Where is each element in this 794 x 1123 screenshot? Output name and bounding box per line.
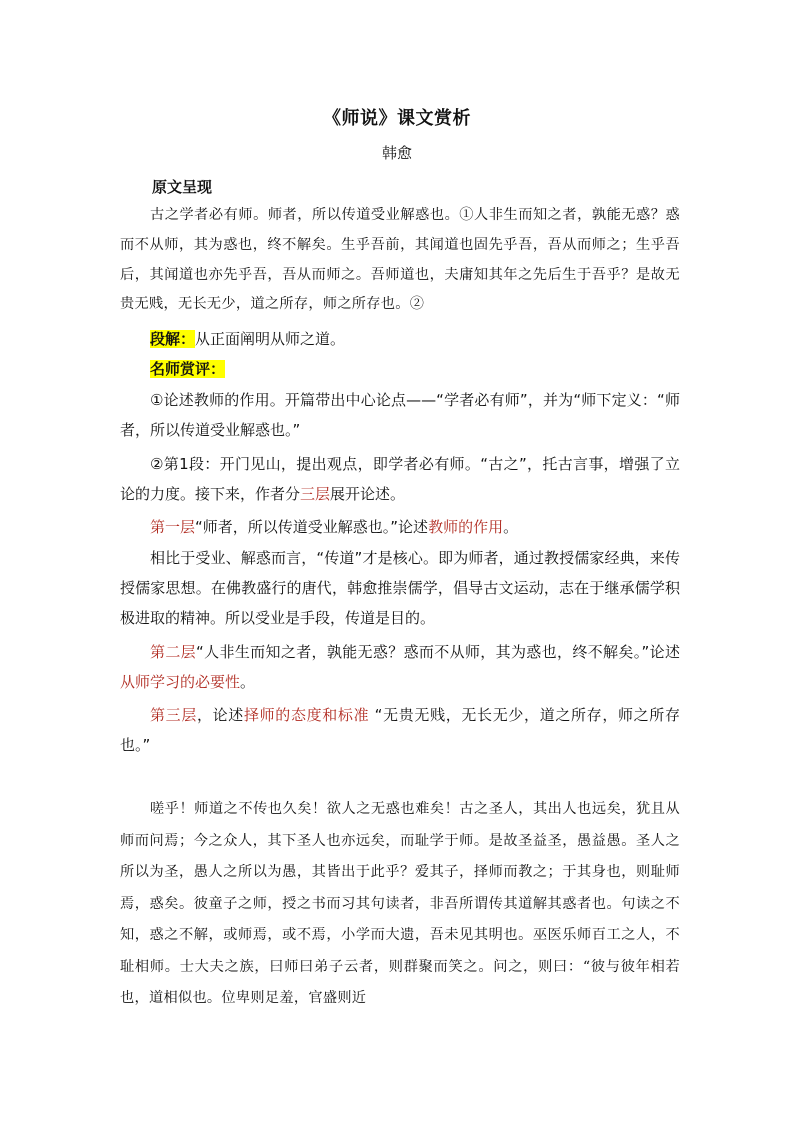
comment-2-highlight: 三层 (300, 484, 331, 503)
layer-2 (120, 638, 680, 698)
comment-3: 相比于受业、解惑而言，“传道”才是核心。即为师者，通过教授儒家经典，来传授儒家思想。在佛教盛行的唐代，韩愈推崇儒学，倡导古文运动，志在于继承儒学积极进取的精神。所以受业是手段，传道是目的。 (120, 549, 680, 627)
layer-2-topic: 从师学习的必要性 (120, 672, 241, 691)
paragraph-explanation (120, 325, 680, 355)
doc-author: 韩愈 (381, 144, 412, 162)
layer-1-topic: 教师的作用 (428, 518, 504, 536)
original-text-paragraph-2: 嗟乎！师道之不传也久矣！欲人之无惑也难矣！古之圣人，其出人也远矣，犹且从师而问焉；今之众人，其下圣人也亦远矣，而耻学于师。是故圣益圣，愚益愚。圣人之所以为圣，愚人之所以为愚，其皆出于此乎？爱其子，择师而教之；于其身也，则耻师焉，惑矣。彼童子之师，授之书而习其句读者，非吾所谓传其道解其惑者也。句读之不知，惑之不解，或师焉，或不焉，小学而大遗，吾未见其明也。巫医乐师百工之人，不耻相师。士大夫之族，曰师曰弟子云者，则群聚而笑之。问之，则曰：“彼与彼年相若也，道相似也。位卑则足羞，官盛则近 (120, 801, 680, 1006)
layer-2-text: “人非生而知之者，孰能无惑？惑而不从师，其为惑也，终不解矣。”论述 (196, 643, 680, 661)
original-text-paragraph-1: 古之学者必有师。师者，所以传道受业解惑也。①人非生而知之者，孰能无惑？惑而不从师，其为惑也，终不解矣。生乎吾前，其闻道也固先乎吾，吾从而师之；生乎吾后，其闻道也亦先乎吾，吾从而师之。吾师道也，夫庸知其年之先后生于吾乎？是故无贵无贱，无长无少，道之所存，师之所存也。② (120, 207, 680, 313)
layer-3-topic: 择师的态度和标准 (243, 706, 370, 724)
layer-3-end: “无贵无贱，无长无少，道之所存，师之所存也。” (120, 706, 680, 754)
layer-3-label: 第三层 (150, 706, 197, 724)
layer-1-text: “师者，所以传道受业解惑也。”论述 (195, 518, 429, 536)
duanjie-text: 从正面阐明从师之道。 (195, 330, 346, 348)
layer-3 (120, 701, 680, 761)
layer-2-label: 第二层 (150, 643, 197, 661)
comment-2 (120, 450, 680, 510)
duanjie-label: 段解： (150, 330, 196, 348)
comment-2-text-b: 展开论述。 (330, 484, 406, 503)
comment-label: 名师赏评： (150, 360, 226, 378)
doc-title: 《师说》课文赏析 (323, 108, 471, 129)
layer-1-end: 。 (503, 518, 519, 536)
teacher-comment-heading (120, 355, 680, 385)
comment-1: ①论述教师的作用。开篇带出中心论点——“学者必有师”，并为“师下定义：“师者，所以传道受业解惑也。” (120, 391, 680, 439)
layer-1 (120, 513, 680, 543)
layer-3-text: ，论述 (196, 706, 244, 724)
section-heading: 原文呈现 (152, 178, 213, 196)
comment-2-text-a: ②第1段：开门见山，提出观点，即学者必有师。“古之”，托古言事，增强了立论的力度。接下来，作者分 (120, 455, 680, 503)
layer-1-label: 第一层 (150, 518, 196, 536)
layer-2-end: 。 (240, 672, 256, 691)
